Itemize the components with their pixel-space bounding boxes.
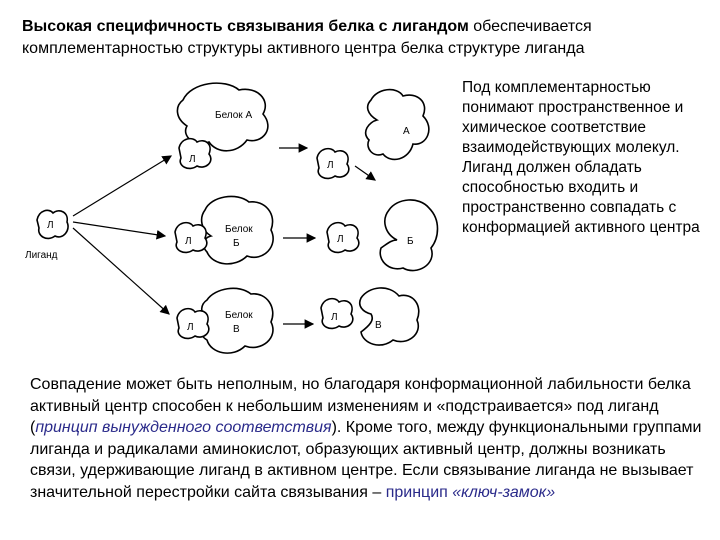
letter-b: Б: [407, 236, 414, 247]
protein-b-letter: Б: [233, 238, 240, 249]
complementarity-definition: Под комплементарностью понимают пространственное и химическое соответствие взаимодействующих молекул. Лиганд должен обладать способностью входить и пространственно совпадать с конформацией активного центра: [462, 79, 700, 236]
protein-v-free: [360, 288, 419, 345]
ligand-binding-figure: [25, 70, 465, 370]
explanation-part2: ). Кроме того, между функциональными группами лиганда и радикалами аминокислот, образующих активный центр, должны возникать связи, удерживающие лиганд в активном центре. Если связывание лиганда не вызывает значительной перестройки сайта связывания –: [30, 419, 702, 501]
ligand-letter-b2: Л: [337, 234, 344, 245]
ligand-letter-a2: Л: [327, 160, 334, 171]
explanation-part1: Совпадение может быть неполным, но благодаря конформационной лабильности белка активный центр способен к небольшим изменениям и «подстраивается» под лиганд (: [30, 376, 691, 436]
binding-explanation: [30, 374, 715, 503]
induced-fit-principle: принцип вынужденного соответствия: [35, 419, 332, 436]
protein-v-word: Белок: [225, 310, 253, 321]
slide-title: [22, 16, 712, 60]
ligand-letter-free: Л: [47, 220, 54, 231]
letter-v: В: [375, 320, 382, 331]
ligand-letter-a: Л: [189, 154, 196, 165]
ligand-letter-b: Л: [185, 236, 192, 247]
ligand-caption: Лиганд: [25, 250, 58, 261]
lock-key-prefix: принцип: [385, 483, 453, 501]
lock-key-principle: «ключ-замок»: [452, 483, 556, 501]
letter-a: А: [403, 126, 410, 137]
protein-v-letter: В: [233, 324, 240, 335]
title-bold: Высокая специфичность связывания белка с лигандом: [22, 18, 469, 35]
protein-b-word: Белок: [225, 224, 253, 235]
ligand-letter-v2: Л: [331, 312, 338, 323]
protein-a-free: [366, 90, 429, 160]
ligand-letter-v: Л: [187, 322, 194, 333]
protein-a-label: Белок А: [215, 110, 253, 121]
title-normal: обеспечивается комплементарностью структуры активного центра белка структуре лиганда: [22, 18, 592, 57]
